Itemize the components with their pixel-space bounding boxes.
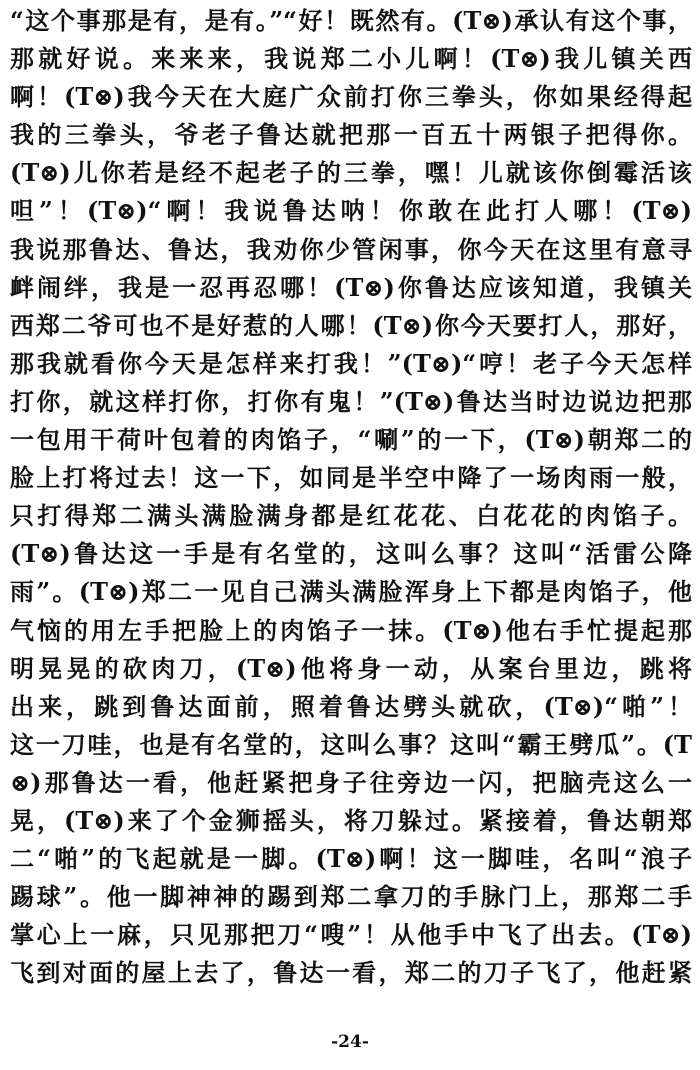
text-line: 气恼的用左手把脸上的肉馅子一抹。(T⊗)他右手忙提起那 <box>10 615 692 645</box>
text-line: 西郑二爷可也不是好惹的人哪！(T⊗)你今天要打人，那好， <box>10 310 692 340</box>
text-line: 啊！(T⊗)我今天在大庭广众前打你三拳头，你如果经得起 <box>10 82 692 112</box>
text-line: 打你，就这样打你，打你有鬼！”(T⊗)鲁达当时边说边把那 <box>10 386 692 416</box>
text-line: 一包用干荷叶包着的肉馅子，“唰”的一下，(T⊗)朝郑二的 <box>10 425 692 455</box>
page-body <box>10 2 692 992</box>
text-line: 脸上打将过去！这一下，如同是半空中降了一场肉雨一般， <box>10 463 692 493</box>
text-line: 这一刀哇，也是有名堂的，这叫么事？这叫“霸王劈瓜”。(T <box>10 729 692 759</box>
text-line: 那我就看你今天是怎样来打我！”(T⊗)“哼！老子今天怎样 <box>10 348 692 378</box>
text-line: ⊗)那鲁达一看，他赶紧把身子往旁边一闪，把脑壳这么一 <box>10 767 692 797</box>
text-line: 掌心上一麻，只见那把刀“嗖”！从他手中飞了出去。(T⊗) <box>10 920 692 950</box>
text-line: 只打得郑二满头满脸满身都是红花花、白花花的肉馅子。 <box>10 501 692 531</box>
text-line: 明晃晃的砍肉刀，(T⊗)他将身一动，从案台里边，跳将 <box>10 653 692 683</box>
text-line: 晃，(T⊗)来了个金狮摇头，将刀躲过。紧接着，鲁达朝郑 <box>10 805 692 835</box>
text-line: 我说那鲁达、鲁达，我劝你少管闲事，你今天在这里有意寻 <box>10 234 692 264</box>
text-line: 呾”！(T⊗)“啊！我说鲁达呐！你敢在此打人哪！(T⊗) <box>10 196 692 226</box>
text-line: 飞到对面的屋上去了，鲁达一看，郑二的刀子飞了，他赶紧 <box>10 958 692 988</box>
text-line: 那就好说。来来来，我说郑二小儿啊！(T⊗)我儿镇关西 <box>10 44 692 74</box>
text-line: 雨”。(T⊗)郑二一见自己满头满脸浑身上下都是肉馅子，他 <box>10 577 692 607</box>
text-line: 出来，跳到鲁达面前，照着鲁达劈头就砍，(T⊗)“啪”！ <box>10 691 692 721</box>
text-line: 二“啪”的飞起就是一脚。(T⊗)啊！这一脚哇，名叫“浪子 <box>10 844 692 874</box>
text-line: 衅闹绊，我是一忍再忍哪！(T⊗)你鲁达应该知道，我镇关 <box>10 272 692 302</box>
text-line: 我的三拳头，爷老子鲁达就把那一百五十两银子把得你。 <box>10 120 692 150</box>
text-line: (T⊗)儿你若是经不起老子的三拳，嘿！儿就该你倒霉活该 <box>10 158 692 188</box>
text-line: 踢球”。他一脚神神的踢到郑二拿刀的手脉门上，那郑二手 <box>10 882 692 912</box>
text-line: (T⊗)鲁达这一手是有名堂的，这叫么事？这叫“活雷公降 <box>10 539 692 569</box>
page-number: -24- <box>331 1032 369 1052</box>
text-line: “这个事那是有，是有。”“好！既然有。(T⊗)承认有这个事， <box>10 6 692 35</box>
